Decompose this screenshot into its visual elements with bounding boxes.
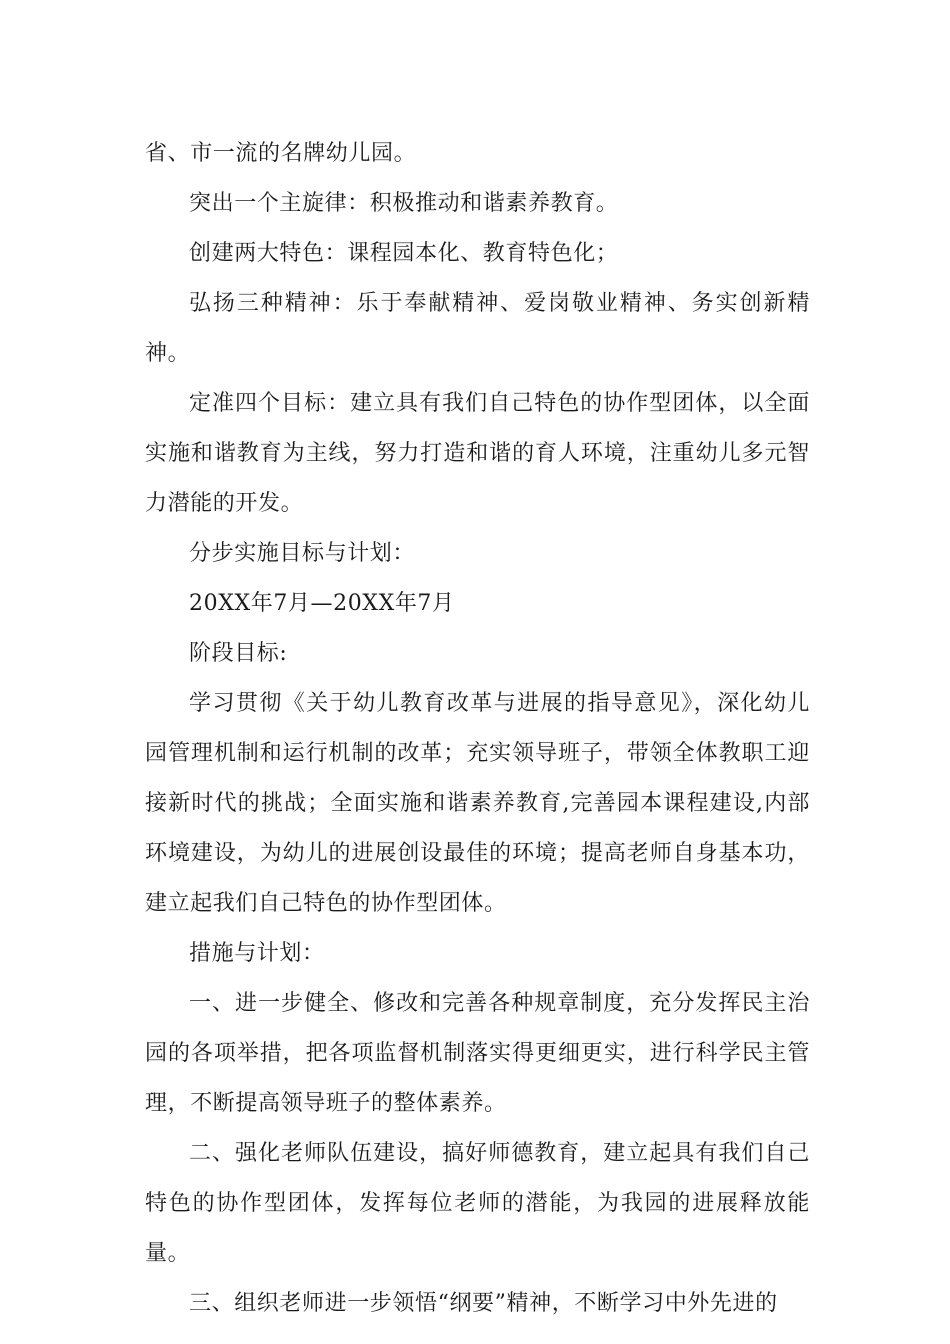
paragraph-two-features: 创建两大特色：课程园本化、教育特色化； (189, 241, 619, 266)
paragraph-measure-one: 一、进一步健全、修改和完善各种规章制度，充分发挥民主治园的各项举措，把各项监督机制落实得更细更实，进行科学民主管理，不断提高领导班子的整体素养。 (145, 991, 810, 1116)
paragraph-measure-two: 二、强化老师队伍建设，搞好师德教育，建立起具有我们自己特色的协作型团体，发挥每位老师的潜能，为我园的进展释放能量。 (145, 1141, 810, 1266)
paragraph-stage-goal: 学习贯彻《关于幼儿教育改革与进展的指导意见》，深化幼儿园管理机制和运行机制的改革；充实领导班子，带领全体教职工迎接新时代的挑战；全面实施和谐素养教育,完善园本课程建设,内部环境建设，为幼儿的进展创设最佳的环境；提高老师自身基本功，建立起我们自己特色的协作型团体。 (145, 691, 810, 916)
paragraph-three-spirits: 弘扬三种精神：乐于奉献精神、爱岗敬业精神、务实创新精神。 (145, 291, 810, 366)
paragraph-main-theme: 突出一个主旋律：积极推动和谐素养教育。 (189, 191, 619, 216)
paragraph-stage-goal-heading: 阶段目标: (189, 641, 288, 666)
paragraph-four-goals: 定准四个目标：建立具有我们自己特色的协作型团体，以全面实施和谐教育为主线，努力打造和谐的育人环境，注重幼儿多元智力潜能的开发。 (145, 391, 810, 516)
paragraph-date-range: 20XX年7月—20XX年7月 (189, 591, 455, 616)
paragraph-measures-heading: 措施与计划： (189, 941, 325, 966)
paragraph-plan-heading: 分步实施目标与计划： (189, 541, 416, 566)
paragraph-continuation: 省、市一流的名牌幼儿园。 (145, 141, 417, 166)
paragraph-measure-three: 三、组织老师进一步领悟“纲要”精神，不断学习中外先进的 (189, 1291, 778, 1316)
document-body (145, 129, 810, 1329)
